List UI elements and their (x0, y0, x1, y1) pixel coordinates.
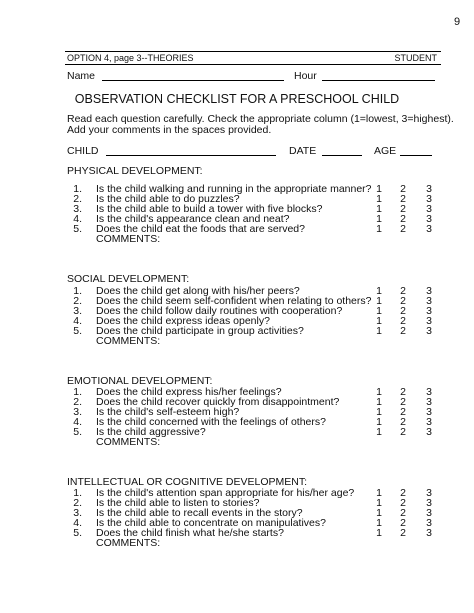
hour-field-line[interactable] (322, 80, 435, 81)
question-number: 4. (73, 416, 82, 428)
rating-3[interactable]: 3 (426, 285, 432, 297)
page-title: OBSERVATION CHECKLIST FOR A PRESCHOOL CHILD (74, 92, 400, 106)
question-text: Is the child aggressive? (96, 426, 206, 438)
question-text: Is the child's self-esteem high? (96, 406, 240, 418)
question-number: 2. (73, 295, 82, 307)
comments-label: COMMENTS: (96, 233, 161, 245)
rating-2[interactable]: 2 (400, 183, 406, 195)
rating-1[interactable]: 1 (376, 426, 382, 438)
rating-1[interactable]: 1 (376, 396, 382, 408)
section-social-questions (0, 285, 474, 347)
age-label: AGE (374, 145, 397, 157)
name-label: Name (67, 70, 96, 82)
rating-3[interactable]: 3 (426, 183, 432, 195)
rating-3[interactable]: 3 (426, 386, 432, 398)
question-text: Does the child express his/her feelings? (96, 386, 282, 398)
comments-label: COMMENTS: (96, 537, 161, 549)
rating-2[interactable]: 2 (400, 305, 406, 317)
rating-1[interactable]: 1 (376, 497, 382, 509)
rating-1[interactable]: 1 (376, 315, 382, 327)
rating-3[interactable]: 3 (426, 203, 432, 215)
rating-2[interactable]: 2 (400, 325, 406, 337)
rating-2[interactable]: 2 (400, 517, 406, 529)
rating-2[interactable]: 2 (400, 285, 406, 297)
rating-2[interactable]: 2 (400, 193, 406, 205)
rating-3[interactable]: 3 (426, 517, 432, 529)
question-number: 5. (73, 325, 82, 337)
rating-3[interactable]: 3 (426, 213, 432, 225)
rating-3[interactable]: 3 (426, 406, 432, 418)
question-text: Is the child able to recall events in the story? (96, 507, 303, 519)
rating-3[interactable]: 3 (426, 325, 432, 337)
question-text: Does the child eat the foods that are served? (96, 223, 305, 235)
rating-3[interactable]: 3 (426, 223, 432, 235)
rating-2[interactable]: 2 (400, 487, 406, 499)
rating-2[interactable]: 2 (400, 497, 406, 509)
rating-1[interactable]: 1 (376, 203, 382, 215)
hour-label: Hour (294, 70, 317, 82)
rating-2[interactable]: 2 (400, 315, 406, 327)
question-text: Does the child seem self-confident when relating to others? (96, 295, 372, 307)
question-number: 4. (73, 315, 82, 327)
question-text: Does the child express ideas openly? (96, 315, 270, 327)
section-intellectual-questions (0, 487, 474, 549)
rating-2[interactable]: 2 (400, 213, 406, 225)
rating-3[interactable]: 3 (426, 416, 432, 428)
question-number: 3. (73, 507, 82, 519)
rating-2[interactable]: 2 (400, 507, 406, 519)
question-number: 5. (73, 527, 82, 539)
rating-1[interactable]: 1 (376, 183, 382, 195)
rating-3[interactable]: 3 (426, 527, 432, 539)
question-text: Does the child recover quickly from disappointment? (96, 396, 340, 408)
question-text: Is the child walking and running in the appropriate manner? (96, 183, 372, 195)
age-field-line[interactable] (400, 155, 432, 156)
question-number: 5. (73, 223, 82, 235)
date-field-line[interactable] (322, 155, 362, 156)
rating-3[interactable]: 3 (426, 295, 432, 307)
header-student-label: STUDENT (394, 53, 437, 63)
question-text: Is the child concerned with the feelings of others? (96, 416, 326, 428)
question-number: 5. (73, 426, 82, 438)
question-number: 1. (73, 386, 82, 398)
header-option-label: OPTION 4, page 3--THEORIES (67, 53, 194, 63)
instructions-line-1: Read each question carefully. Check the appropriate column (1=lowest, 3=highest). (67, 113, 454, 125)
question-number: 3. (73, 203, 82, 215)
rating-1[interactable]: 1 (376, 223, 382, 235)
section-emotional-title: EMOTIONAL DEVELOPMENT: (67, 375, 213, 387)
instructions-line-2: Add your comments in the spaces provided. (67, 124, 272, 136)
rating-1[interactable]: 1 (376, 193, 382, 205)
rating-1[interactable]: 1 (376, 416, 382, 428)
question-text: Does the child finish what he/she starts? (96, 527, 284, 539)
question-number: 1. (73, 487, 82, 499)
rating-1[interactable]: 1 (376, 295, 382, 307)
rating-1[interactable]: 1 (376, 517, 382, 529)
name-field-line[interactable] (102, 80, 284, 81)
question-text: Is the child able to listen to stories? (96, 497, 260, 509)
question-number: 2. (73, 193, 82, 205)
question-number: 1. (73, 285, 82, 297)
rating-1[interactable]: 1 (376, 406, 382, 418)
question-text: Does the child get along with his/her peers? (96, 285, 300, 297)
question-number: 4. (73, 213, 82, 225)
rating-3[interactable]: 3 (426, 487, 432, 499)
rating-2[interactable]: 2 (400, 295, 406, 307)
rating-1[interactable]: 1 (376, 285, 382, 297)
question-text: Does the child participate in group activities? (96, 325, 304, 337)
question-number: 3. (73, 406, 82, 418)
rating-1[interactable]: 1 (376, 386, 382, 398)
question-text: Is the child's appearance clean and neat? (96, 213, 290, 225)
rating-1[interactable]: 1 (376, 507, 382, 519)
question-number: 2. (73, 396, 82, 408)
rating-2[interactable]: 2 (400, 527, 406, 539)
comments-label: COMMENTS: (96, 335, 161, 347)
date-label: DATE (289, 145, 317, 157)
question-number: 2. (73, 497, 82, 509)
section-social-title: SOCIAL DEVELOPMENT: (67, 273, 190, 285)
question-text: Is the child able to do puzzles? (96, 193, 240, 205)
comments-label: COMMENTS: (96, 436, 161, 448)
rating-2[interactable]: 2 (400, 223, 406, 235)
page-number: 9 (454, 16, 461, 28)
rating-1[interactable]: 1 (376, 527, 382, 539)
header-bar (65, 51, 441, 65)
question-text: Is the child able to concentrate on manipulatives? (96, 517, 326, 529)
rating-2[interactable]: 2 (400, 396, 406, 408)
section-intellectual-title: INTELLECTUAL OR COGNITIVE DEVELOPMENT: (67, 476, 307, 488)
rating-2[interactable]: 2 (400, 416, 406, 428)
rating-2[interactable]: 2 (400, 203, 406, 215)
section-physical-title: PHYSICAL DEVELOPMENT: (67, 165, 203, 177)
child-label: CHILD (67, 145, 99, 157)
rating-3[interactable]: 3 (426, 507, 432, 519)
rating-1[interactable]: 1 (376, 325, 382, 337)
rating-3[interactable]: 3 (426, 396, 432, 408)
section-physical-questions (0, 183, 474, 245)
rating-3[interactable]: 3 (426, 497, 432, 509)
question-text: Is the child able to build a tower with five blocks? (96, 203, 323, 215)
question-number: 3. (73, 305, 82, 317)
rating-2[interactable]: 2 (400, 426, 406, 438)
question-text: Does the child follow daily routines with cooperation? (96, 305, 343, 317)
question-text: Is the child's attention span appropriate for his/her age? (96, 487, 355, 499)
section-emotional-questions (0, 386, 474, 448)
question-number: 1. (73, 183, 82, 195)
child-field-line[interactable] (106, 155, 276, 156)
rating-3[interactable]: 3 (426, 305, 432, 317)
rating-1[interactable]: 1 (376, 213, 382, 225)
question-number: 4. (73, 517, 82, 529)
rating-2[interactable]: 2 (400, 406, 406, 418)
rating-3[interactable]: 3 (426, 426, 432, 438)
rating-2[interactable]: 2 (400, 386, 406, 398)
rating-1[interactable]: 1 (376, 305, 382, 317)
rating-1[interactable]: 1 (376, 487, 382, 499)
rating-3[interactable]: 3 (426, 315, 432, 327)
rating-3[interactable]: 3 (426, 193, 432, 205)
